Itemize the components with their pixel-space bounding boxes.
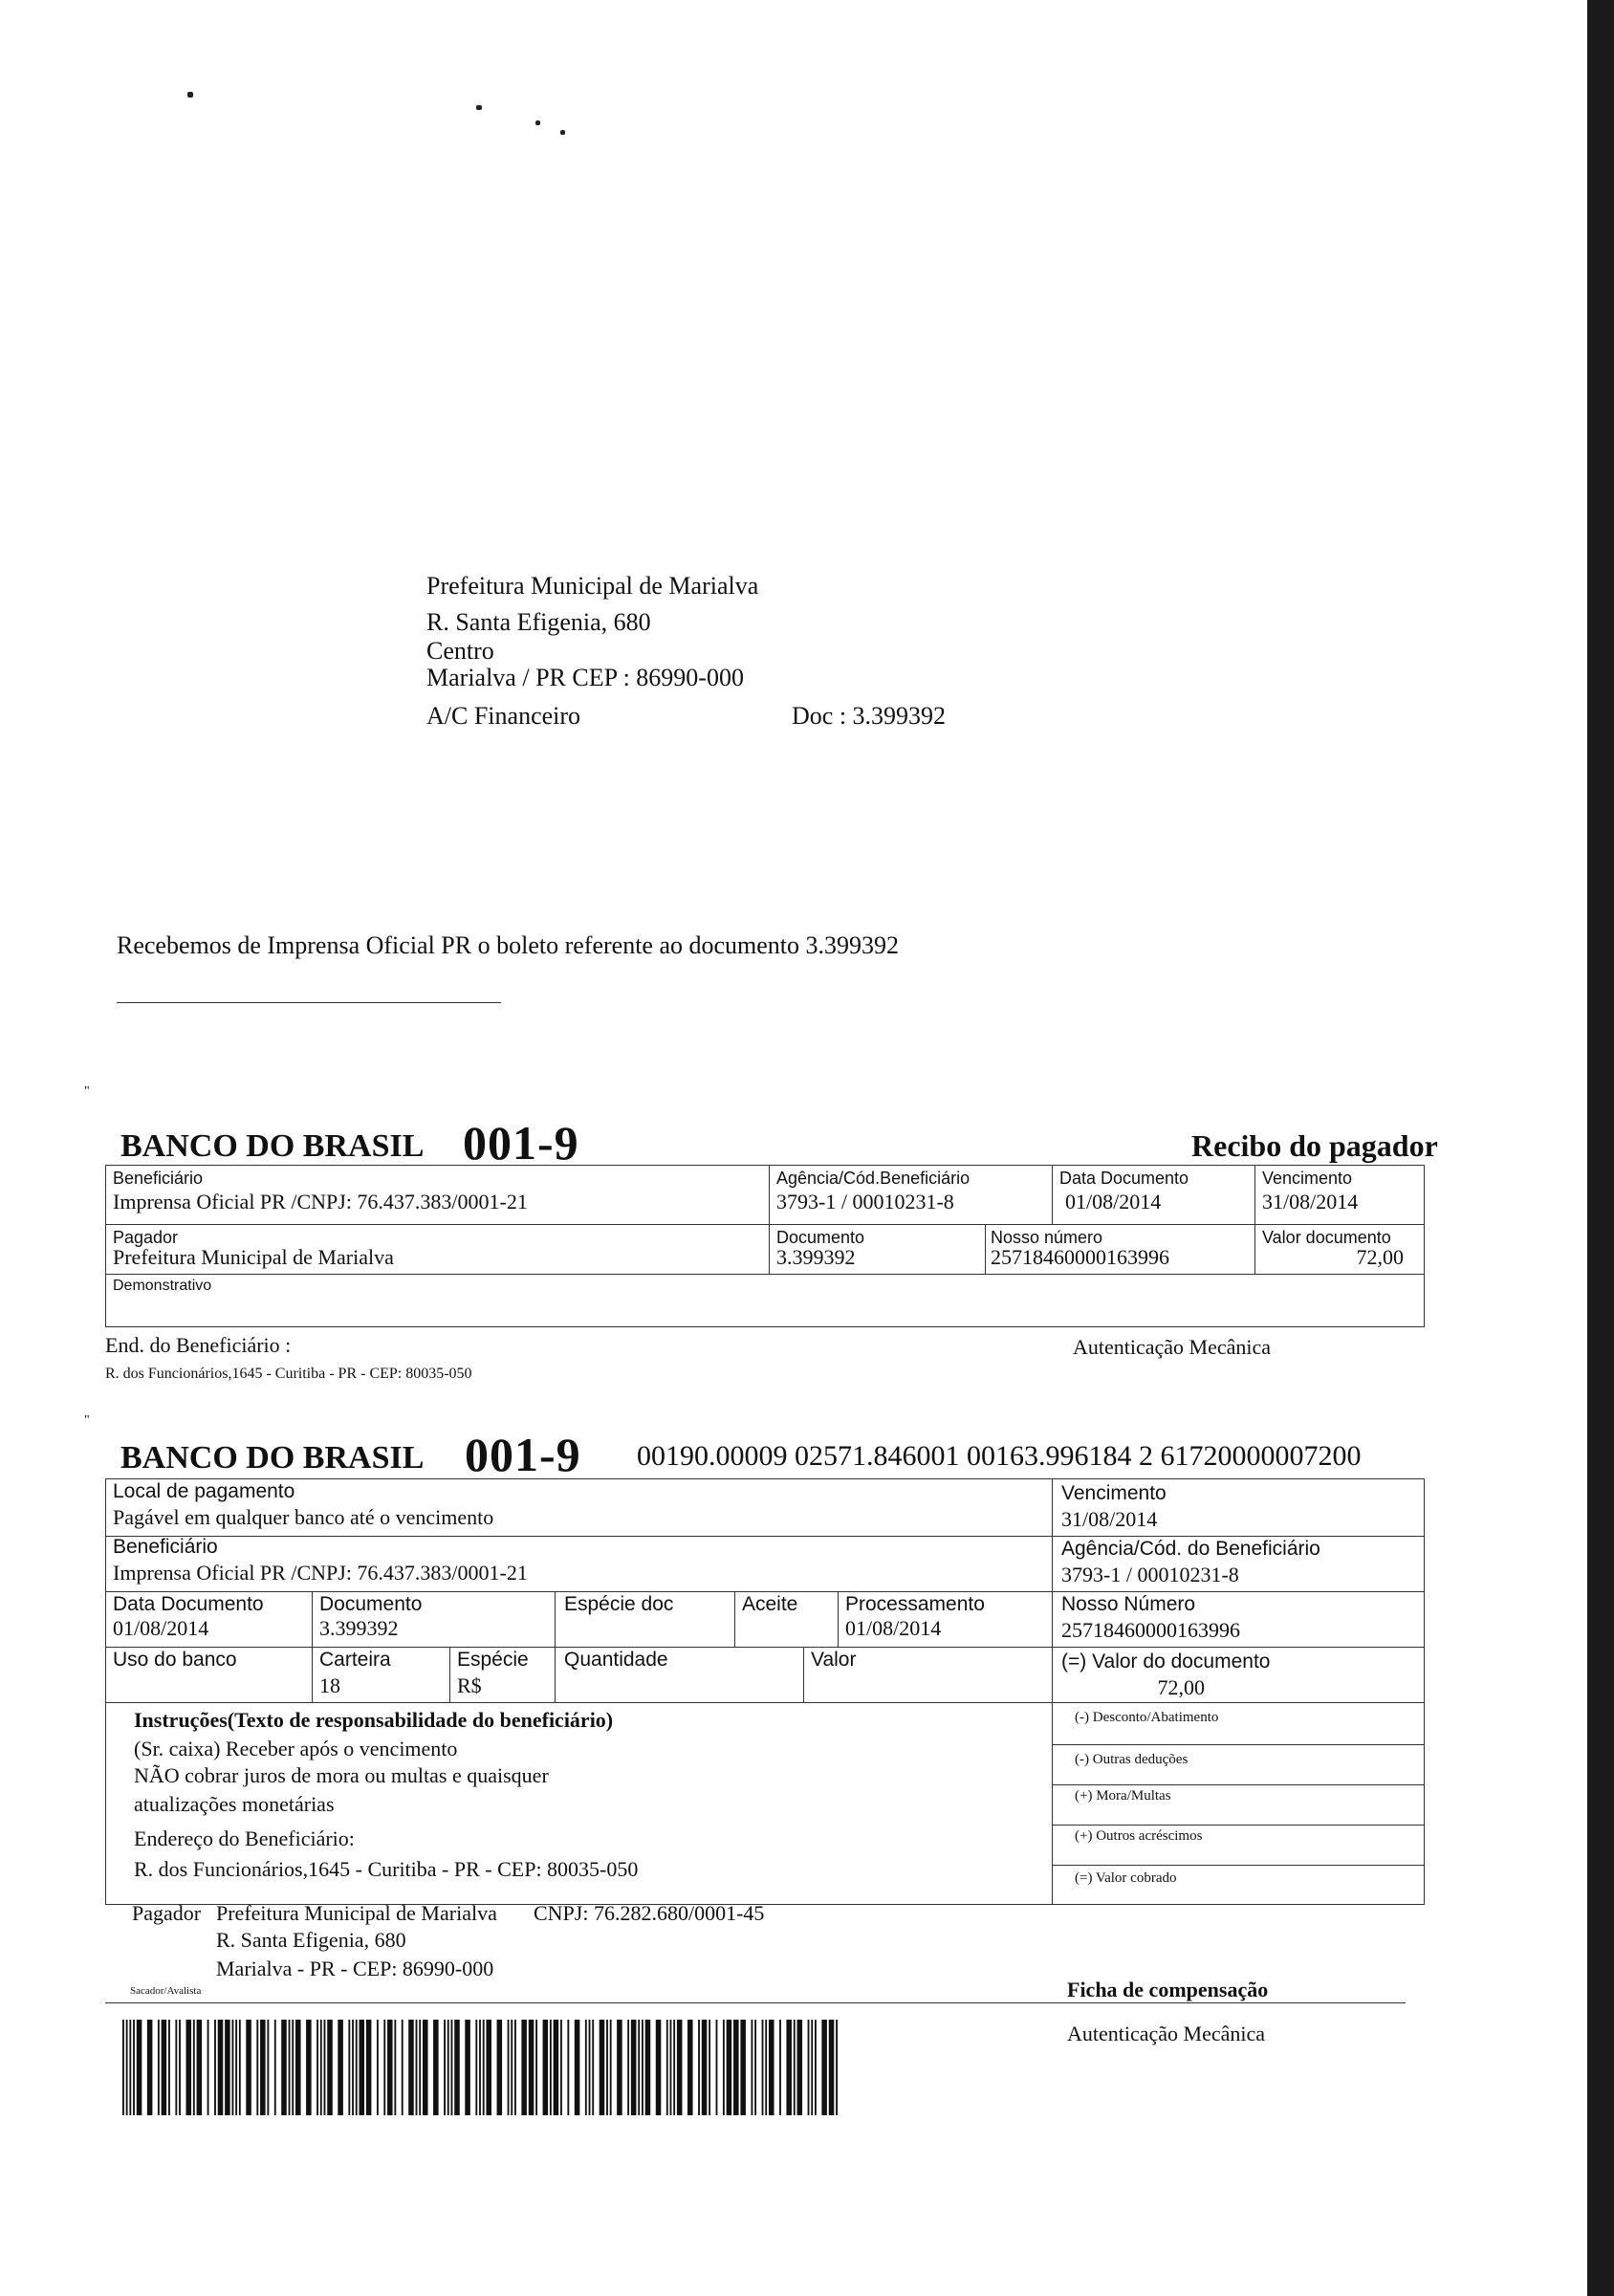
barcode-bar bbox=[762, 2020, 764, 2115]
barcode-bar bbox=[673, 2020, 675, 2115]
barcode-bar bbox=[402, 2020, 404, 2115]
ficha-right-divider bbox=[1052, 1825, 1425, 1826]
barcode-bar bbox=[338, 2020, 343, 2115]
recibo-col-divider bbox=[1052, 1165, 1053, 1224]
ficha-instrucoes-line4: Endereço do Beneficiário: bbox=[134, 1826, 355, 1850]
ficha-carteira-label: Carteira bbox=[319, 1649, 391, 1671]
recibo-agencia-value: 3793-1 / 00010231-8 bbox=[776, 1190, 954, 1214]
barcode-bar bbox=[394, 2020, 396, 2115]
barcode-bar bbox=[214, 2020, 216, 2115]
barcode-bar bbox=[754, 2020, 756, 2115]
barcode-bar bbox=[193, 2020, 195, 2115]
barcode-bar bbox=[256, 2020, 258, 2115]
barcode-bar bbox=[631, 2020, 637, 2115]
barcode-bar bbox=[175, 2020, 177, 2115]
ficha-data-documento-label: Data Documento bbox=[113, 1593, 264, 1615]
barcode-bar bbox=[606, 2020, 608, 2115]
ficha-valor-documento-label: (=) Valor do documento bbox=[1061, 1651, 1271, 1673]
barcode-bar bbox=[733, 2020, 739, 2115]
recibo-autenticacao: Autenticação Mecânica bbox=[1073, 1335, 1272, 1359]
barcode-bar bbox=[147, 2020, 153, 2115]
recibo-nosso-numero-label: Nosso número bbox=[991, 1228, 1103, 1247]
recibo-vencimento-value: 31/08/2014 bbox=[1262, 1190, 1359, 1214]
barcode-bar bbox=[642, 2020, 643, 2115]
barcode-bar bbox=[168, 2020, 170, 2115]
barcode-bar bbox=[246, 2020, 251, 2115]
barcode-bar bbox=[320, 2020, 322, 2115]
barcode-bar bbox=[497, 2020, 503, 2115]
barcode-bar bbox=[486, 2020, 491, 2115]
recibo-bank-code: 001-9 bbox=[463, 1116, 579, 1170]
ficha-pagador-cnpj: CNPJ: 76.282.680/0001-45 bbox=[534, 1901, 765, 1925]
barcode-bar bbox=[740, 2020, 746, 2115]
barcode-bar bbox=[207, 2020, 209, 2115]
barcode-bar bbox=[260, 2020, 266, 2115]
ficha-quantidade-label: Quantidade bbox=[564, 1649, 668, 1671]
ficha-right-divider bbox=[1052, 1865, 1425, 1866]
barcode-bar bbox=[137, 2020, 142, 2115]
barcode-bar bbox=[292, 2020, 294, 2115]
barcode-bar bbox=[514, 2020, 516, 2115]
barcode-bar bbox=[267, 2020, 269, 2115]
barcode-bar bbox=[821, 2020, 827, 2115]
barcode-bar bbox=[575, 2020, 580, 2115]
address-name: Prefeitura Municipal de Marialva bbox=[426, 572, 759, 600]
recibo-col-divider bbox=[1254, 1165, 1255, 1274]
ficha-local-pagamento-value: Pagável em qualquer banco até o vencimento bbox=[113, 1505, 494, 1529]
barcode-bar bbox=[327, 2020, 333, 2115]
barcode-bar bbox=[554, 2020, 559, 2115]
recibo-col-divider bbox=[769, 1165, 770, 1274]
barcode-bar bbox=[122, 2020, 124, 2115]
ficha-title: Ficha de compensação bbox=[1067, 1978, 1269, 2001]
ficha-row-divider bbox=[105, 1536, 1425, 1537]
barcode-bar bbox=[235, 2020, 237, 2115]
barcode-bar bbox=[627, 2020, 629, 2115]
recibo-data-documento-label: Data Documento bbox=[1059, 1169, 1189, 1188]
ficha-agencia-value: 3793-1 / 00010231-8 bbox=[1061, 1563, 1239, 1586]
ficha-col-divider bbox=[838, 1591, 839, 1647]
barcode-bar bbox=[232, 2020, 234, 2115]
receipt-statement: Recebemos de Imprensa Oficial PR o boleto referente ao documento 3.399392 bbox=[117, 931, 900, 959]
ficha-instrucoes-line2: NÃO cobrar juros de mora ou multas e quaisquer bbox=[134, 1763, 549, 1787]
barcode-bar bbox=[416, 2020, 418, 2115]
barcode-bar bbox=[786, 2020, 792, 2115]
barcode-bar bbox=[543, 2020, 549, 2115]
barcode-bar bbox=[508, 2020, 510, 2115]
barcode-bar bbox=[723, 2020, 725, 2115]
ficha-desconto-label: (-) Desconto/Abatimento bbox=[1075, 1710, 1219, 1725]
barcode-bar bbox=[585, 2020, 587, 2115]
barcode-bar bbox=[479, 2020, 481, 2115]
ficha-right-divider bbox=[1052, 1784, 1425, 1785]
ficha-data-documento-value: 01/08/2014 bbox=[113, 1616, 209, 1640]
barcode-bar bbox=[797, 2020, 803, 2115]
barcode-bar bbox=[133, 2020, 135, 2115]
barcode-bar bbox=[383, 2020, 385, 2115]
barcode-bar bbox=[794, 2020, 796, 2115]
barcode-bar bbox=[645, 2020, 651, 2115]
signature-line bbox=[117, 1002, 501, 1003]
ficha-pagador-city: Marialva - PR - CEP: 86990-000 bbox=[216, 1957, 494, 1980]
address-street: R. Santa Efigenia, 680 bbox=[426, 608, 651, 636]
recibo-nosso-numero-value: 25718460000163996 bbox=[991, 1245, 1169, 1269]
barcode-bar bbox=[359, 2020, 364, 2115]
ficha-carteira-value: 18 bbox=[319, 1673, 340, 1697]
recibo-documento-value: 3.399392 bbox=[776, 1245, 856, 1269]
barcode-bar bbox=[356, 2020, 358, 2115]
barcode-bar bbox=[179, 2020, 181, 2115]
barcode-bar bbox=[521, 2020, 527, 2115]
barcode-bar bbox=[698, 2020, 700, 2115]
barcode-bar bbox=[451, 2020, 453, 2115]
barcode-bar bbox=[225, 2020, 230, 2115]
barcode-bar bbox=[324, 2020, 326, 2115]
ficha-sacador-avalista: Sacador/Avalista bbox=[130, 1985, 202, 1997]
ficha-row-divider bbox=[105, 1647, 1425, 1648]
ficha-local-pagamento-label: Local de pagamento bbox=[113, 1480, 295, 1502]
barcode-bar bbox=[811, 2020, 813, 2115]
ficha-linha-digitavel: 00190.00009 02571.846001 00163.996184 2 61720000007200 bbox=[637, 1440, 1362, 1472]
address-district: Centro bbox=[426, 637, 494, 665]
barcode-bar bbox=[687, 2020, 693, 2115]
barcode-bar bbox=[550, 2020, 552, 2115]
barcode-bar bbox=[600, 2020, 605, 2115]
ficha-bank-name: BANCO DO BRASIL bbox=[120, 1440, 425, 1476]
ficha-autenticacao: Autenticação Mecânica bbox=[1067, 2022, 1266, 2045]
recibo-end-beneficiario-label: End. do Beneficiário : bbox=[105, 1333, 292, 1357]
barcode-bar bbox=[129, 2020, 131, 2115]
recibo-agencia-label: Agência/Cód.Beneficiário bbox=[776, 1169, 971, 1188]
barcode-bar bbox=[535, 2020, 537, 2115]
barcode-bar bbox=[387, 2020, 393, 2115]
barcode-bar bbox=[475, 2020, 477, 2115]
ficha-especie-label: Espécie bbox=[457, 1649, 529, 1671]
ficha-pagador-name: Prefeitura Municipal de Marialva bbox=[216, 1901, 497, 1925]
barcode-bar bbox=[218, 2020, 224, 2115]
barcode-bar bbox=[419, 2020, 421, 2115]
ficha-col-divider bbox=[449, 1647, 450, 1702]
barcode-bar bbox=[316, 2020, 318, 2115]
barcode-bar bbox=[408, 2020, 414, 2115]
ficha-col-divider bbox=[734, 1591, 735, 1647]
ficha-bottom-line bbox=[105, 2002, 1406, 2003]
recibo-bank-name: BANCO DO BRASIL bbox=[120, 1128, 425, 1164]
recibo-col-divider bbox=[985, 1224, 986, 1274]
barcode-bar bbox=[589, 2020, 591, 2115]
address-attention: A/C Financeiro bbox=[426, 702, 581, 730]
barcode-bar bbox=[779, 2020, 781, 2115]
barcode-bar bbox=[239, 2020, 241, 2115]
scissor-mark: " bbox=[84, 1084, 90, 1099]
barcode-bar bbox=[829, 2020, 835, 2115]
ficha-especie-value: R$ bbox=[457, 1673, 482, 1697]
barcode-bar bbox=[126, 2020, 128, 2115]
ficha-agencia-label: Agência/Cód. do Beneficiário bbox=[1061, 1538, 1320, 1560]
barcode-bar bbox=[610, 2020, 612, 2115]
barcode-bar bbox=[709, 2020, 710, 2115]
barcode-bar bbox=[656, 2020, 662, 2115]
recibo-title: Recibo do pagador bbox=[1191, 1128, 1438, 1163]
barcode-bar bbox=[765, 2020, 767, 2115]
barcode-bar bbox=[666, 2020, 668, 2115]
ficha-aceite-label: Aceite bbox=[742, 1593, 798, 1615]
barcode-bar bbox=[592, 2020, 594, 2115]
scissor-mark: " bbox=[84, 1413, 90, 1428]
barcode-bar bbox=[423, 2020, 428, 2115]
barcode-bar bbox=[815, 2020, 817, 2115]
barcode-bar bbox=[281, 2020, 287, 2115]
ficha-col-divider bbox=[1052, 1478, 1053, 1905]
barcode-bar bbox=[289, 2020, 291, 2115]
recibo-end-beneficiario: R. dos Funcionários,1645 - Curitiba - PR - CEP: 80035-050 bbox=[105, 1366, 472, 1382]
barcode-bar bbox=[185, 2020, 191, 2115]
ficha-vencimento-value: 31/08/2014 bbox=[1061, 1507, 1158, 1531]
ficha-pagador-label: Pagador bbox=[132, 1901, 202, 1925]
barcode-bar bbox=[377, 2020, 379, 2115]
recibo-row-divider bbox=[105, 1274, 1425, 1275]
barcode-bar bbox=[444, 2020, 446, 2115]
barcode-bar bbox=[727, 2020, 732, 2115]
ficha-valor-documento-value: 72,00 bbox=[1157, 1675, 1205, 1699]
ficha-documento-label: Documento bbox=[319, 1593, 423, 1615]
recibo-beneficiario-value: Imprensa Oficial PR /CNPJ: 76.437.383/0001-21 bbox=[113, 1190, 528, 1214]
barcode-bar bbox=[447, 2020, 449, 2115]
ficha-instrucoes-line3: atualizações monetárias bbox=[134, 1792, 335, 1816]
barcode-bar bbox=[769, 2020, 774, 2115]
recibo-beneficiario-label: Beneficiário bbox=[113, 1169, 204, 1188]
ficha-right-divider bbox=[1052, 1744, 1425, 1745]
ficha-valor-cobrado-label: (=) Valor cobrado bbox=[1075, 1870, 1177, 1886]
ficha-especie-doc-label: Espécie doc bbox=[564, 1593, 674, 1615]
barcode-bar bbox=[454, 2020, 460, 2115]
barcode bbox=[122, 2020, 838, 2115]
barcode-bar bbox=[670, 2020, 672, 2115]
barcode-bar bbox=[483, 2020, 485, 2115]
address-doc: Doc : 3.399392 bbox=[792, 702, 947, 730]
recibo-valor-documento-label: Valor documento bbox=[1262, 1228, 1391, 1247]
ficha-outros-acrescimos-label: (+) Outros acréscimos bbox=[1075, 1828, 1203, 1844]
barcode-bar bbox=[567, 2020, 569, 2115]
barcode-bar bbox=[366, 2020, 372, 2115]
barcode-bar bbox=[158, 2020, 160, 2115]
ficha-instrucoes-line5: R. dos Funcionários,1645 - Curitiba - PR - CEP: 80035-050 bbox=[134, 1857, 639, 1881]
barcode-bar bbox=[465, 2020, 470, 2115]
barcode-bar bbox=[162, 2020, 167, 2115]
barcode-bar bbox=[274, 2020, 276, 2115]
ficha-col-divider bbox=[803, 1647, 804, 1702]
ficha-processamento-label: Processamento bbox=[845, 1593, 985, 1615]
barcode-bar bbox=[295, 2020, 301, 2115]
barcode-bar bbox=[348, 2020, 350, 2115]
scan-speck bbox=[476, 105, 482, 110]
recibo-data-documento-value: 01/08/2014 bbox=[1065, 1190, 1162, 1214]
barcode-bar bbox=[808, 2020, 810, 2115]
recibo-pagador-label: Pagador bbox=[113, 1228, 179, 1247]
ficha-processamento-value: 01/08/2014 bbox=[845, 1616, 942, 1640]
barcode-bar bbox=[617, 2020, 622, 2115]
ficha-row-divider bbox=[105, 1702, 1425, 1703]
recibo-valor-documento-value: 72,00 bbox=[1356, 1245, 1404, 1269]
ficha-nosso-numero-value: 25718460000163996 bbox=[1061, 1618, 1240, 1642]
recibo-row-divider bbox=[105, 1224, 1425, 1225]
recibo-documento-label: Documento bbox=[776, 1228, 865, 1247]
scan-speck bbox=[560, 130, 565, 135]
barcode-bar bbox=[716, 2020, 718, 2115]
ficha-bank-code: 001-9 bbox=[465, 1428, 581, 1481]
ficha-uso-banco-label: Uso do banco bbox=[113, 1649, 237, 1671]
ficha-col-divider bbox=[555, 1591, 556, 1702]
recibo-demonstrativo-label: Demonstrativo bbox=[113, 1278, 212, 1294]
ficha-col-divider bbox=[312, 1591, 313, 1702]
address-city: Marialva / PR CEP : 86990-000 bbox=[426, 664, 744, 691]
barcode-bar bbox=[352, 2020, 354, 2115]
ficha-row-divider bbox=[105, 1591, 1425, 1592]
barcode-bar bbox=[197, 2020, 203, 2115]
ficha-outras-deducoes-label: (-) Outras deduções bbox=[1075, 1752, 1189, 1767]
barcode-bar bbox=[702, 2020, 708, 2115]
ficha-documento-value: 3.399392 bbox=[319, 1616, 399, 1640]
barcode-bar bbox=[306, 2020, 312, 2115]
barcode-bar bbox=[677, 2020, 683, 2115]
barcode-bar bbox=[511, 2020, 513, 2115]
recibo-vencimento-label: Vencimento bbox=[1262, 1169, 1353, 1188]
scan-speck bbox=[187, 92, 193, 98]
ficha-vencimento-label: Vencimento bbox=[1061, 1482, 1167, 1504]
ficha-valor-label: Valor bbox=[811, 1649, 857, 1671]
barcode-bar bbox=[638, 2020, 640, 2115]
barcode-bar bbox=[529, 2020, 534, 2115]
ficha-instrucoes-title: Instruções(Texto de responsabilidade do beneficiário) bbox=[134, 1708, 614, 1732]
barcode-bar bbox=[433, 2020, 439, 2115]
ficha-pagador-street: R. Santa Efigenia, 680 bbox=[216, 1928, 406, 1952]
ficha-beneficiario-label: Beneficiário bbox=[113, 1536, 218, 1558]
barcode-bar bbox=[836, 2020, 838, 2115]
barcode-bar bbox=[752, 2020, 753, 2115]
recibo-pagador-value: Prefeitura Municipal de Marialva bbox=[113, 1245, 394, 1269]
barcode-bar bbox=[560, 2020, 562, 2115]
ficha-nosso-numero-label: Nosso Número bbox=[1061, 1593, 1196, 1615]
scan-speck bbox=[535, 120, 540, 125]
ficha-instrucoes-line1: (Sr. caixa) Receber após o vencimento bbox=[134, 1737, 458, 1760]
ficha-beneficiario-value: Imprensa Oficial PR /CNPJ: 76.437.383/0001-21 bbox=[113, 1561, 528, 1585]
ficha-mora-label: (+) Mora/Multas bbox=[1075, 1788, 1171, 1804]
